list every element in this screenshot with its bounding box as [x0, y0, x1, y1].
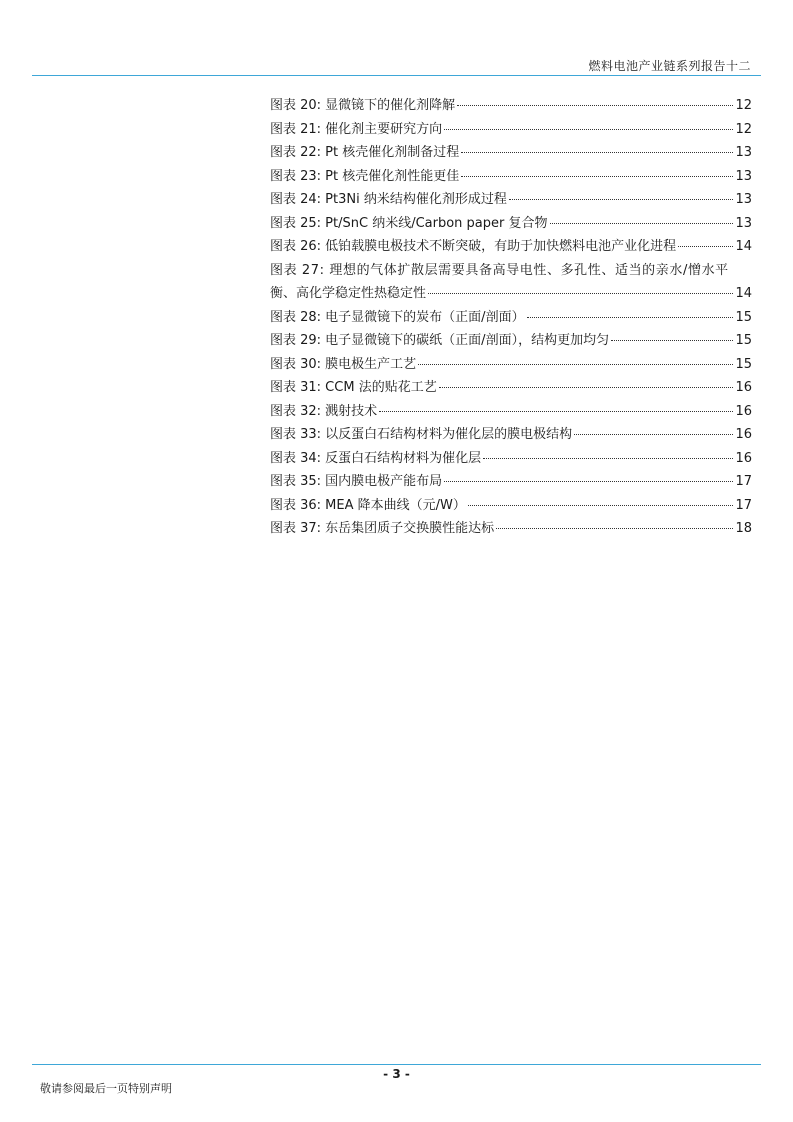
toc-item-page: 17 — [735, 474, 752, 489]
toc-item-label: 图表 24: Pt3Ni 纳米结构催化剂形成过程 — [270, 192, 507, 207]
toc-leader-dots — [550, 223, 734, 224]
toc-item-label: 图表 28: 电子显微镜下的炭布（正面/剖面） — [270, 309, 525, 325]
toc-item[interactable] — [270, 423, 752, 447]
toc-item[interactable] — [270, 118, 752, 142]
toc-item[interactable] — [270, 165, 752, 189]
toc-item-label-line2: 衡、高化学稳定性热稳定性 — [270, 286, 427, 301]
toc-item[interactable] — [270, 400, 752, 424]
toc-item-page: 15 — [735, 356, 752, 372]
toc-item-label: 图表 32: 溅射技术 — [270, 403, 378, 419]
toc-item-page: 18 — [735, 521, 752, 536]
page-number: - 3 - — [383, 1067, 410, 1081]
toc-item-label: 图表 25: Pt/SnC 纳米线/Carbon paper 复合物 — [270, 215, 548, 231]
toc-item-page: 17 — [735, 497, 752, 513]
toc-item-label: 图表 30: 膜电极生产工艺 — [270, 356, 417, 372]
toc-leader-dots — [444, 481, 733, 482]
toc-leader-dots — [444, 129, 733, 130]
footer-divider — [32, 1064, 761, 1065]
toc-item[interactable] — [270, 517, 752, 541]
toc-item-page: 13 — [735, 215, 752, 231]
toc-item-page: 13 — [735, 192, 752, 207]
toc-item[interactable] — [270, 329, 752, 353]
toc-item-wrapped[interactable] — [270, 259, 752, 306]
toc-leader-dots — [468, 505, 734, 506]
toc-item-page: 13 — [735, 145, 752, 160]
toc-leader-dots — [439, 387, 734, 388]
toc-item[interactable] — [270, 447, 752, 471]
toc-item-label: 图表 33: 以反蛋白石结构材料为催化层的膜电极结构 — [270, 427, 573, 442]
toc-item[interactable] — [270, 353, 752, 377]
toc-leader-dots — [457, 105, 733, 106]
toc-leader-dots — [461, 176, 733, 177]
header-divider — [32, 75, 761, 76]
toc-item-label: 图表 34: 反蛋白石结构材料为催化层 — [270, 450, 482, 466]
toc-item-label: 图表 29: 电子显微镜下的碳纸（正面/剖面），结构更加均匀 — [270, 333, 610, 348]
toc-item-page: 16 — [735, 427, 752, 442]
toc-item-page: 16 — [735, 403, 752, 419]
toc-leader-dots — [678, 246, 733, 247]
toc-item[interactable] — [270, 141, 752, 165]
toc-item-page: 15 — [735, 309, 752, 325]
toc-item-label: 图表 21: 催化剂主要研究方向 — [270, 121, 443, 137]
toc-item-label: 图表 31: CCM 法的贴花工艺 — [270, 380, 437, 395]
header-title: 燃料电池产业链系列报告十二 — [588, 59, 751, 73]
toc-item-page: 16 — [735, 450, 752, 466]
toc-leader-dots — [527, 317, 734, 318]
toc-item-page: 15 — [735, 333, 752, 348]
toc-leader-dots — [379, 411, 733, 412]
toc-item[interactable] — [270, 235, 752, 259]
toc-item-label: 图表 22: Pt 核壳催化剂制备过程 — [270, 145, 460, 160]
toc-item-page: 12 — [735, 121, 752, 137]
table-of-figures — [270, 94, 752, 541]
toc-item[interactable] — [270, 188, 752, 212]
toc-item-page: 12 — [735, 98, 752, 113]
toc-leader-dots — [483, 458, 733, 459]
toc-item-label: 图表 37: 东岳集团质子交换膜性能达标 — [270, 521, 495, 536]
toc-item[interactable] — [270, 94, 752, 118]
toc-leader-dots — [428, 293, 733, 294]
toc-item-page: 14 — [735, 239, 752, 254]
toc-item-label: 图表 36: MEA 降本曲线（元/W） — [270, 497, 466, 513]
toc-leader-dots — [461, 152, 733, 153]
toc-item-page: 13 — [735, 168, 752, 184]
toc-item[interactable] — [270, 376, 752, 400]
toc-item-label-line1: 图表 27: 理想的气体扩散层需要具备高导电性、多孔性、适当的亲水/憎水平 — [270, 262, 729, 278]
toc-item-page: 14 — [735, 286, 752, 301]
toc-item[interactable] — [270, 470, 752, 494]
toc-leader-dots — [496, 528, 733, 529]
toc-item[interactable] — [270, 306, 752, 330]
toc-item-page: 16 — [735, 380, 752, 395]
toc-leader-dots — [509, 199, 734, 200]
toc-item[interactable] — [270, 494, 752, 518]
disclaimer-note: 敬请参阅最后一页特别声明 — [40, 1082, 172, 1095]
toc-item-label: 图表 35: 国内膜电极产能布局 — [270, 474, 443, 489]
toc-leader-dots — [418, 364, 733, 365]
toc-leader-dots — [611, 340, 733, 341]
toc-leader-dots — [574, 434, 733, 435]
toc-item-label: 图表 26: 低铂载膜电极技术不断突破，有助于加快燃料电池产业化进程 — [270, 239, 677, 254]
toc-item-label: 图表 23: Pt 核壳催化剂性能更佳 — [270, 168, 460, 184]
toc-item[interactable] — [270, 212, 752, 236]
toc-item-label: 图表 20: 显微镜下的催化剂降解 — [270, 98, 456, 113]
